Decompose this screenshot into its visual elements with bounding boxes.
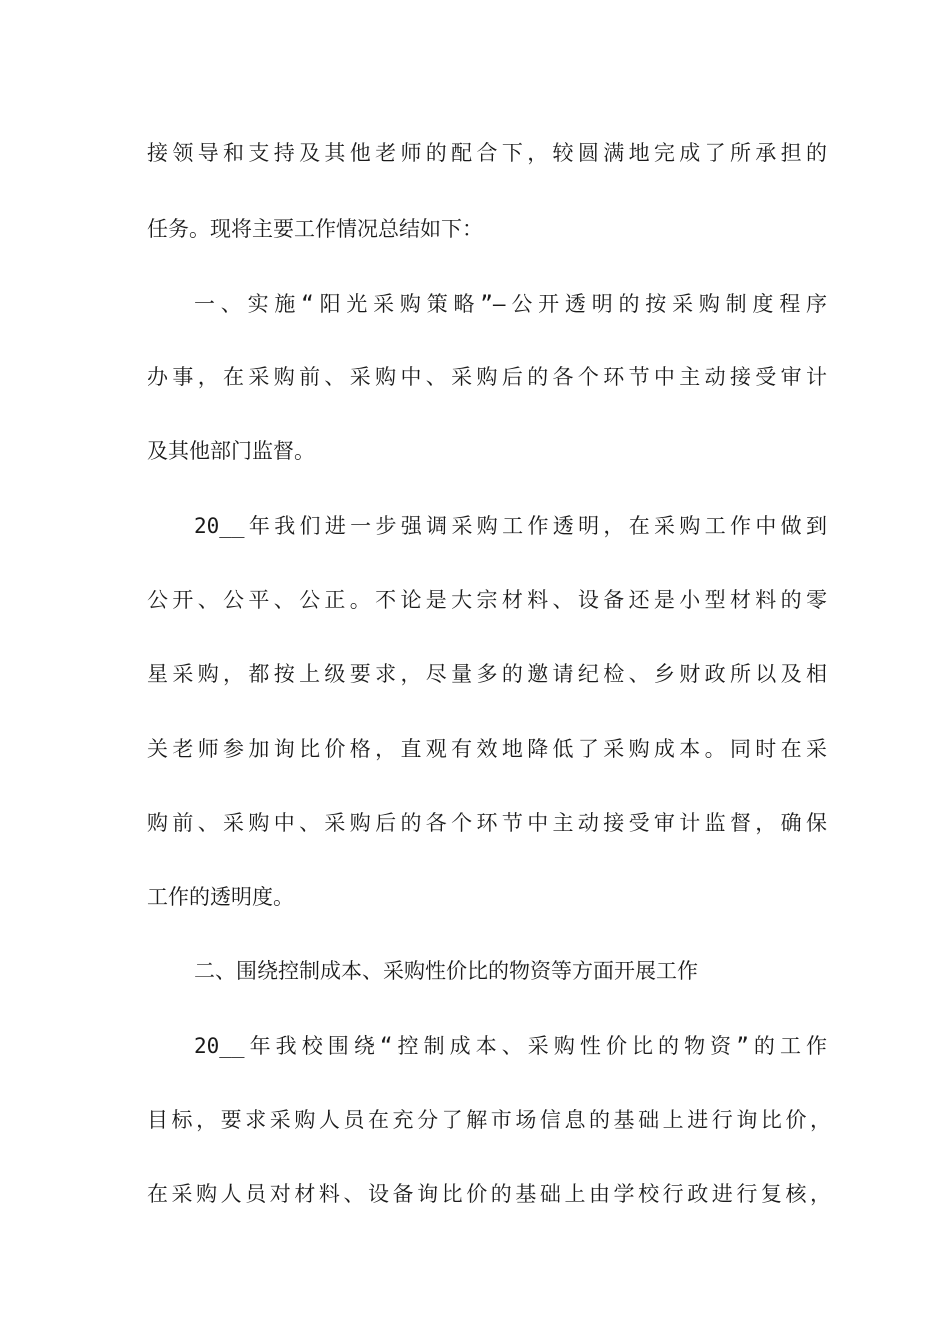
paragraph-start: 20__年我们进一步强调采购工作透明，在采购工作中做到 bbox=[194, 514, 827, 538]
text-line: 接领导和支持及其他老师的配合下，较圆满地完成了所承担的 bbox=[147, 141, 827, 165]
text-line: 目标，要求采购人员在充分了解市场信息的基础上进行询比价， bbox=[147, 1108, 831, 1132]
text-line: 及其他部门监督。 bbox=[147, 439, 315, 463]
section-heading-1: 一、实施“阳光采购策略”—公开透明的按采购制度程序 bbox=[194, 292, 827, 316]
text-line: 任务。现将主要工作情况总结如下： bbox=[147, 217, 483, 241]
text-line: 星采购，都按上级要求，尽量多的邀请纪检、乡财政所以及相 bbox=[147, 662, 827, 686]
text-line: 工作的透明度。 bbox=[147, 885, 294, 909]
text-line: 购前、采购中、采购后的各个环节中主动接受审计监督，确保 bbox=[147, 811, 827, 835]
section-heading-2: 二、围绕控制成本、采购性价比的物资等方面开展工作 bbox=[194, 959, 698, 983]
paragraph-start: 20__年我校围绕“控制成本、采购性价比的物资”的工作 bbox=[194, 1034, 827, 1058]
text-line: 办事，在采购前、采购中、采购后的各个环节中主动接受审计 bbox=[147, 365, 827, 389]
text-line: 在采购人员对材料、设备询比价的基础上由学校行政进行复核， bbox=[147, 1182, 831, 1206]
text-line: 关老师参加询比价格，直观有效地降低了采购成本。同时在采 bbox=[147, 737, 827, 761]
text-line: 公开、公平、公正。不论是大宗材料、设备还是小型材料的零 bbox=[147, 588, 827, 612]
